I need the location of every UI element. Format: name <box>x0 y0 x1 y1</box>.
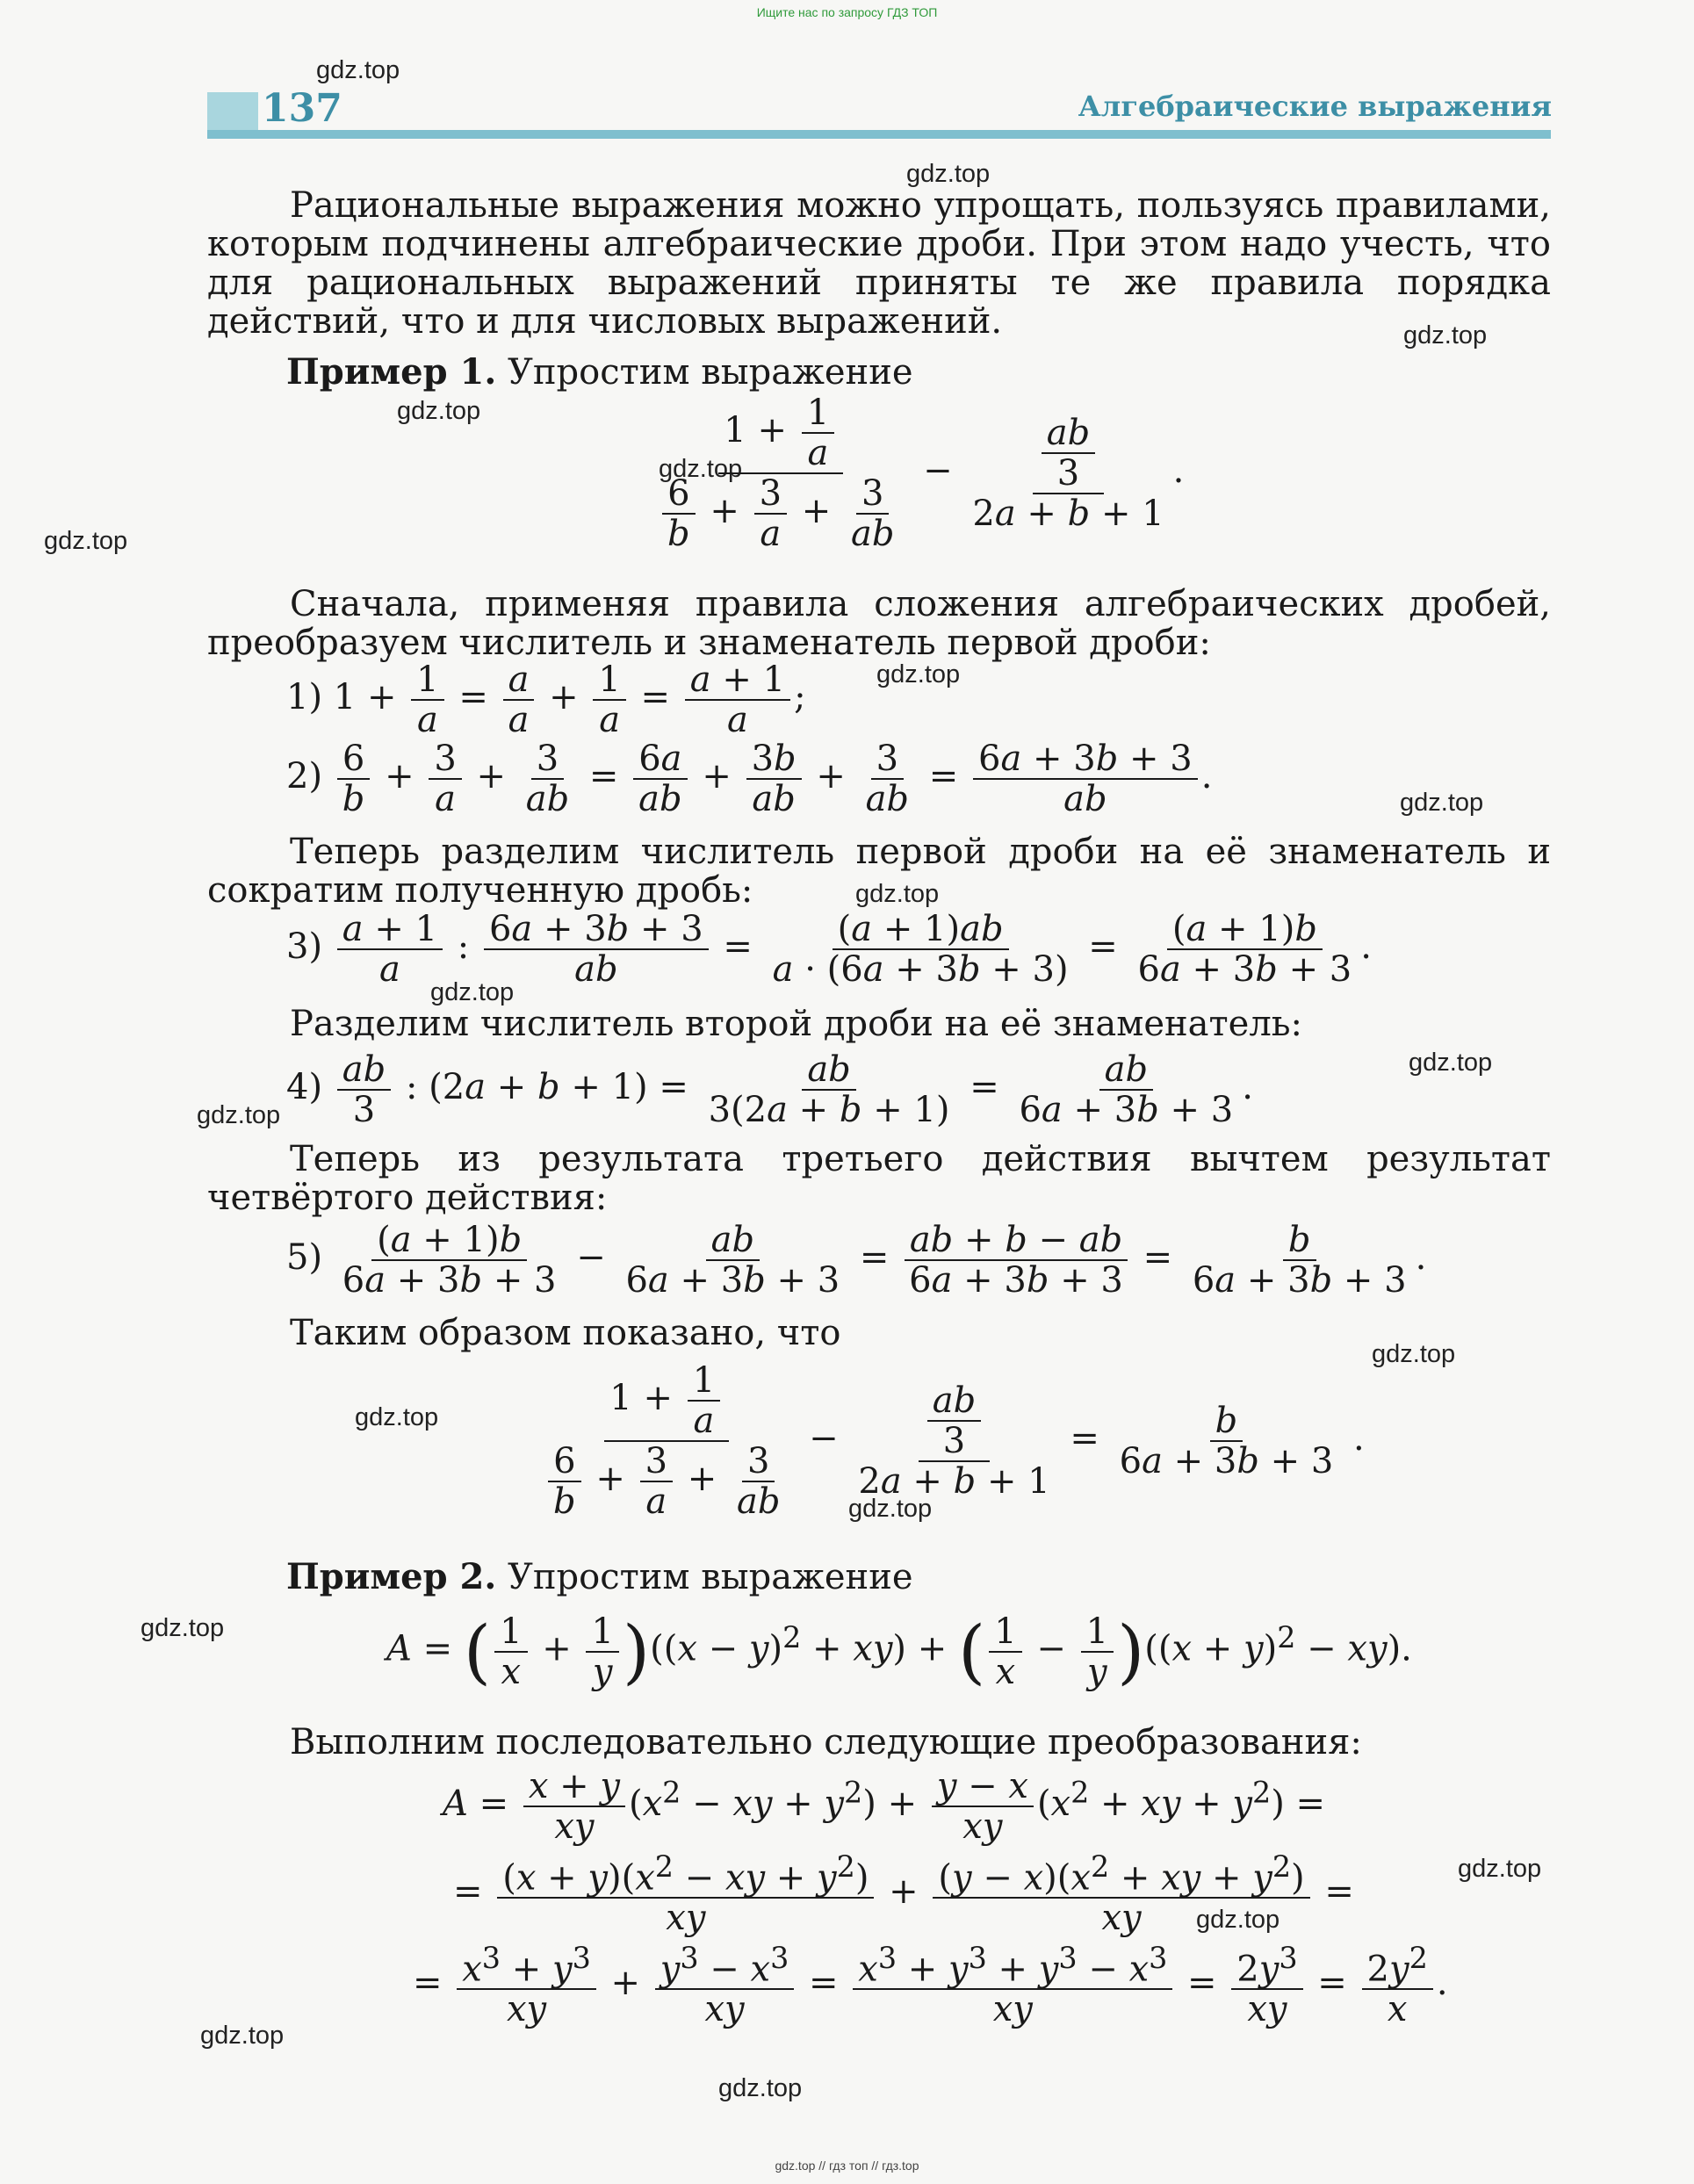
example1-para3: Разделим числитель второй дроби на её знаменатель: <box>290 1004 1302 1044</box>
watermark: gdz.top <box>1372 1340 1456 1368</box>
watermark: gdz.top <box>1196 1906 1280 1934</box>
watermark: gdz.top <box>906 160 991 188</box>
watermark: gdz.top <box>855 880 940 908</box>
transform-line3: = $\frac{x^3 + y^3}{xy}$ + $\frac{y^3 - x^3}{xy}$ = $\frac{x^3 + y^3 + y^3 - x^3}{xy}$ = $\frac{2y^3}{xy}$ = $\frac{2y^2}{x}$ . <box>413 1941 1448 2030</box>
example1-para5: Таким образом показано, что <box>290 1313 841 1353</box>
watermark: gdz.top <box>876 660 961 688</box>
watermark: gdz.top <box>1409 1049 1493 1077</box>
watermark: gdz.top <box>718 2074 803 2102</box>
step3: 3) $\frac{a + 1}{a}$ : $\frac{6a + 3b + 3}{ab}$ = $\frac{(a + 1)ab}{a \cdot (6a + 3b + 3)}$ = $\frac{(a + 1)b}{6a + 3b + 3}$ . <box>286 909 1372 990</box>
watermark: gdz.top <box>200 2022 285 2050</box>
step5: 5) $\frac{(a + 1)b}{6a + 3b + 3}$ − $\frac{ab}{6a + 3b + 3}$ = $\frac{ab + b - ab}{6a + 3b + 3}$ = $\frac{b}{6a + 3b + 3}$ . <box>286 1220 1427 1301</box>
watermark: gdz.top <box>197 1101 281 1129</box>
example2-heading <box>286 1556 913 1597</box>
example2-label: Пример 2. <box>286 1556 497 1597</box>
step1-label: 1) <box>286 677 323 717</box>
example1-label: Пример 1. <box>286 351 497 393</box>
step2-label: 2) <box>286 756 323 796</box>
top-banner: Ищите нас по запросу ГДЗ ТОП <box>756 5 938 19</box>
example1-para2: Теперь разделим числитель первой дроби на её знаменатель и сократим полученную дробь: <box>207 832 1551 911</box>
watermark: gdz.top <box>1458 1855 1542 1883</box>
watermark: gdz.top <box>1403 321 1488 350</box>
step4-label: 4) <box>286 1067 323 1107</box>
watermark: gdz.top <box>141 1614 225 1642</box>
watermark: gdz.top <box>355 1403 439 1431</box>
example2-expression: A = ( $\frac{1}{x}$ + $\frac{1}{y}$ )$((x - y)^2 + xy)$ + ( $\frac{1}{x}$ − $\frac{1}{y}$ )$((x + y)^2 - xy)$. <box>386 1611 1412 1692</box>
example2-para1: Выполним последовательно следующие преобразования: <box>290 1722 1362 1762</box>
section-title: Алгебраические выражения <box>1078 90 1552 123</box>
intro-paragraph: Рациональные выражения можно упрощать, пользуясь правилами, которым подчинены алгебраические дроби. При этом надо учесть, что для рациональных выражений приняты те же правила порядка действий, что и для числовых выражений. <box>207 185 1551 342</box>
bottom-banner: gdz.top // гдз топ // гдз.top <box>775 2159 919 2173</box>
example1-result: 1 + $\frac{1}{a}$ $\frac{6}{b}$ + $\frac{3}{a}$ + $\frac{3}{ab}$ − $\frac{\frac{ab}{3}}{2a + b + 1}$ = $\frac{b}{6a + 3b + 3}$ . <box>536 1361 1365 1521</box>
watermark: gdz.top <box>848 1495 933 1523</box>
example1-task: Упростим выражение <box>507 352 913 393</box>
step3-label: 3) <box>286 926 323 967</box>
transform-line1: A = $\frac{x + y}{xy}$ ($x^2$ − xy + $y^2$) + $\frac{y - x}{xy}$ ($x^2$ + xy + $y^2$) = <box>443 1766 1326 1847</box>
step2: 2) $\frac{6}{b}$ + $\frac{3}{a}$ + $\frac{3}{ab}$ = $\frac{6a}{ab}$ + $\frac{3b}{ab}$ + $\frac{3}{ab}$ = $\frac{6a + 3b + 3}{ab}$ . <box>286 739 1213 819</box>
step4: 4) $\frac{ab}{3}$ : (2a + b + 1) = $\frac{ab}{3(2a + b + 1)}$ = $\frac{ab}{6a + 3b + 3}$ . <box>286 1049 1253 1130</box>
example2-task: Упростим выражение <box>507 1557 913 1597</box>
page-number: 137 <box>262 86 342 131</box>
watermark: gdz.top <box>430 978 515 1006</box>
step1: 1) 1 + $\frac{1}{a}$ = $\frac{a}{a}$ + $\frac{1}{a}$ = $\frac{a + 1}{a}$ ; <box>286 660 806 740</box>
transform-line2: = $\frac{(x + y)(x^2 - xy + y^2)}{xy}$ + $\frac{(y - x)(x^2 + xy + y^2)}{xy}$ = <box>453 1849 1354 1939</box>
watermark: gdz.top <box>44 527 128 555</box>
watermark: gdz.top <box>659 455 743 483</box>
watermark: gdz.top <box>316 56 400 84</box>
example1-para1: Сначала, применяя правила сложения алгебраических дробей, преобразуем числитель и знаменатель первой дроби: <box>207 584 1551 663</box>
example1-heading <box>286 351 913 393</box>
example1-expression: 1 + $\frac{1}{a}$ $\frac{6}{b}$ + $\frac{3}{a}$ + $\frac{3}{ab}$ − $\frac{\frac{ab}{3}}{2a + b + 1}$ . <box>650 393 1184 553</box>
step5-label: 5) <box>286 1237 323 1278</box>
watermark: gdz.top <box>397 397 481 425</box>
example1-para4: Теперь из результата третьего действия вычтем результат четвёртого действия: <box>207 1139 1551 1218</box>
watermark: gdz.top <box>1400 789 1484 817</box>
header-rule <box>207 130 1551 139</box>
